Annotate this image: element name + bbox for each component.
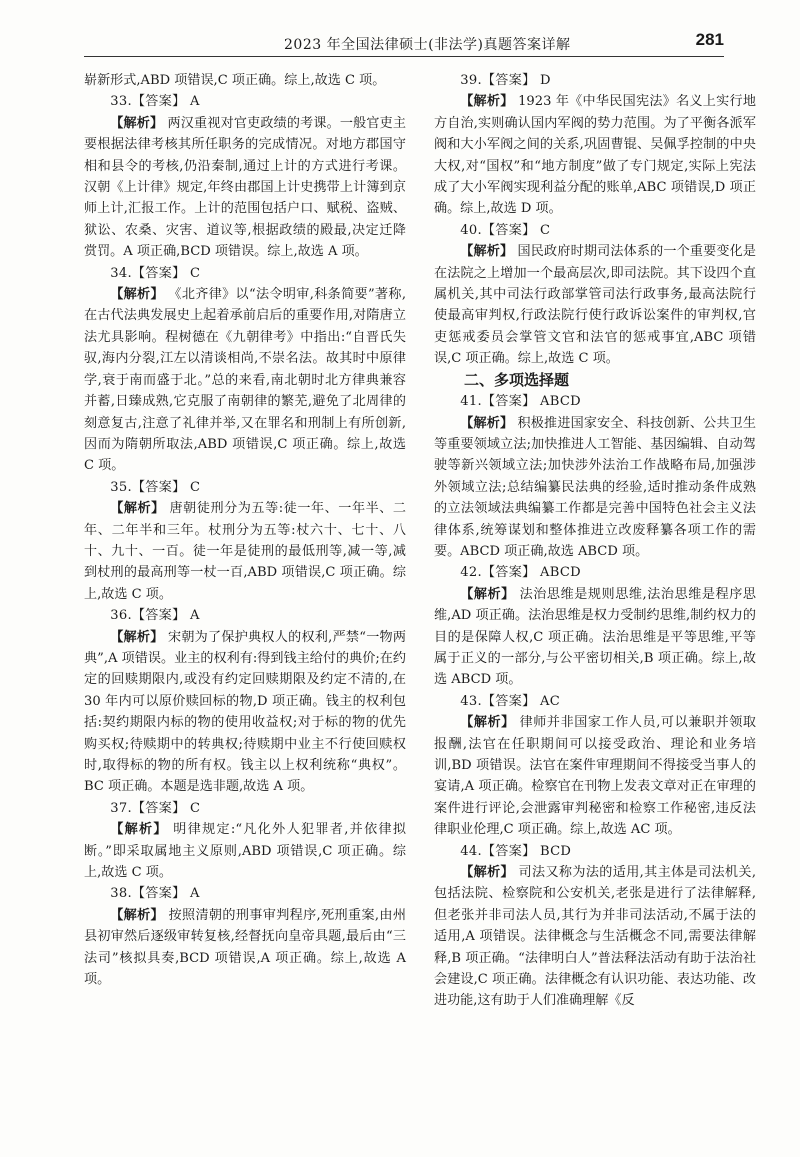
analysis-text: 司法又称为法的适用,其主体是司法机关,包括法院、检察院和公安机关,老张是进行了法律解释,但老张并非司法人员,其行为并非司法活动,不属于法的适用,A 项错误。法律概念与生活概念不同,需要法律解释,B 项正确。“法律明白人”普法释法活动有助于法治社会建设,C 项正确。法律概念有认识功能、表达功能、改进功能,这有助于人们准确理解《反 xyxy=(434,865,756,1009)
analysis-text: 唐朝徒刑分为五等:徒一年、一年半、二年、二年半和三年。杖刑分为五等:杖六十、七十、八十、九十、一百。徒一年是徒刑的最低刑等,减一等,减到杖刑的最高刑等一杖一百,ABD 项错误,C 项正确。综上,故选 C 项。 xyxy=(84,501,406,602)
answer-39: 39.【答案】 D xyxy=(460,73,551,88)
analysis-tag: 【解析】 xyxy=(460,865,515,881)
analysis-36 xyxy=(84,627,406,798)
page-number: 281 xyxy=(695,30,724,49)
analysis-41 xyxy=(434,413,756,563)
analysis-33 xyxy=(84,113,406,263)
answer-34: 34.【答案】 C xyxy=(110,265,201,281)
analysis-40 xyxy=(434,241,756,369)
analysis-text: 按照清朝的刑事审判程序,死刑重案,由州县初审然后逐级审转复核,经督抚向皇帝具题,最后由“三法司”核拟具奏,BCD 项错误,A 项正确。综上,故选 A 项。 xyxy=(84,907,406,988)
answer-40: 40.【答案】 C xyxy=(460,222,551,238)
analysis-44 xyxy=(434,862,756,1012)
analysis-37 xyxy=(84,819,406,883)
analysis-43 xyxy=(434,712,756,840)
analysis-39 xyxy=(434,91,756,219)
analysis-tag: 【解析】 xyxy=(460,244,514,260)
analysis-text: 1923 年《中华民国宪法》名义上实行地方自治,实则确认国内军阀的势力范围。为了平衡各派军阀和大小军阀之间的关系,巩固曹锟、吴佩孚控制的中央大权,对“国权”和“地方制度”做了专门规定,实际上宪法成了大小军阀实现利益分配的账单,ABC 项错误,D 项正确。综上,故选 D 项。 xyxy=(434,94,756,217)
analysis-tag: 【解析】 xyxy=(110,822,168,838)
analysis-38 xyxy=(84,905,406,991)
answer-33: 33.【答案】 A xyxy=(110,94,200,110)
answer-37: 37.【答案】 C xyxy=(110,800,201,816)
answer-35: 35.【答案】 C xyxy=(110,479,201,495)
analysis-tag: 【解析】 xyxy=(110,115,164,131)
answer-36: 36.【答案】 A xyxy=(110,608,200,624)
header-rule xyxy=(84,56,724,57)
answer-42: 42.【答案】 ABCD xyxy=(460,565,581,581)
section-heading: 二、多项选择题 xyxy=(464,371,570,389)
analysis-35 xyxy=(84,498,406,605)
answer-44: 44.【答案】 BCD xyxy=(460,843,572,859)
analysis-text: 国民政府时期司法体系的一个重要变化是在法院之上增加一个最高层次,即司法院。其下设四个直属机关,其中司法行政部掌管司法行政事务,最高法院行使最高审判权,行政法院行使行政诉讼案件的审判权,官吏惩戒委员会掌管文官和法官的惩戒事宜,ABC 项错误,C 项正确。综上,故选 C 项。 xyxy=(434,244,756,367)
analysis-tag: 【解析】 xyxy=(110,907,165,923)
analysis-tag: 【解析】 xyxy=(460,94,514,110)
analysis-text: 明律规定:“凡化外人犯罪者,并依律拟断。”即采取属地主义原则,ABD 项错误,C 项正确。综上,故选 C 项。 xyxy=(84,822,407,881)
analysis-tag: 【解析】 xyxy=(460,586,515,602)
running-title: 2023 年全国法律硕士(非法学)真题答案详解 xyxy=(284,37,571,53)
answer-41: 41.【答案】 ABCD xyxy=(460,394,581,410)
analysis-text: 法治思维是规则思维,法治思维是程序思维,AD 项正确。法治思维是权力受制约思维,制约权力的目的是保障人权,C 项正确。法治思维是平等思维,平等属于正义的一部分,与公平密切相关,B 项正确。综上,故选 ABCD 项。 xyxy=(434,586,757,688)
carry-over-text: 崭新形式,ABD 项错误,C 项正确。综上,故选 C 项。 xyxy=(84,73,386,88)
analysis-text: 宋朝为了保护典权人的权利,严禁“一物两典”,A 项错误。业主的权利有:得到钱主给付的典价;在约定的回赎期限内,或没有约定回赎期限及约定不清的,在 30 年内可以原价赎回标的物,D 项正确。钱主的权利包括:契约期限内标的物的使用收益权;对于标的物的优先购买权;待赎期中的转典权;待赎期中业主不行使回赎权时,取得标的物的所有权。钱主以上权利统称“典权”。BC 项正确。本题是选非题,故选 A 项。 xyxy=(84,629,406,795)
analysis-34 xyxy=(84,284,406,477)
analysis-tag: 【解析】 xyxy=(460,415,514,431)
right-column xyxy=(434,70,756,1012)
analysis-text: 《北齐律》以“法令明审,科条简要”著称,在古代法典发展史上起着承前启后的重要作用,对隋唐立法尤具影响。程树德在《九朝律考》中指出:“自晋氏失驭,海内分裂,江左以清谈相尚,不崇名法。故其时中原律学,衰于南而盛于北。”总的来看,南北朝时北方律典兼容并蓄,日臻成熟,它克服了南朝律的繁芜,避免了北周律的刻意复古,注意了礼律并举,又在罪名和刑制上有所创新,因而为隋朝所取法,ABD 项错误,C 项正确。综上,故选 C 项。 xyxy=(84,287,406,474)
analysis-tag: 【解析】 xyxy=(110,629,164,645)
analysis-42 xyxy=(434,584,756,691)
left-column xyxy=(84,70,406,990)
analysis-tag: 【解析】 xyxy=(110,501,165,517)
analysis-text: 律师并非国家工作人员,可以兼职并领取报酬,法官在任职期间可以接受政治、理论和业务培训,BD 项错误。法官在案件审理期间不得接受当事人的宴请,A 项正确。检察官在刊物上发表文章对正在审理的案件进行评论,会泄露审判秘密和检察工作秘密,违反法律职业伦理,C 项正确。综上,故选 AC 项。 xyxy=(434,715,757,838)
analysis-text: 积极推进国家安全、科技创新、公共卫生等重要领域立法;加快推进人工智能、基因编辑、自动驾驶等新兴领域立法;加快涉外法治工作战略布局,加强涉外领域立法;总结编纂民法典的经验,适时推动条件成熟的立法领域法典编纂工作都是完善中国特色社会主义法律体系,统筹谋划和整体推进立改废释纂各项工作的需要。ABCD 项正确,故选 ABCD 项。 xyxy=(434,415,756,559)
page-header xyxy=(84,0,724,64)
analysis-tag: 【解析】 xyxy=(460,715,515,731)
analysis-text: 两汉重视对官吏政绩的考课。一般官吏主要根据法律考核其所任职务的完成情况。对地方郡国守相和县令的考核,仍沿秦制,通过上计的方式进行考课。汉朝《上计律》规定,年终由郡国上计史携带上计簿到京师上计,汇报工作。上计的范围包括户口、赋税、盗贼、狱讼、农桑、灾害、道议等,根据政绩的殿最,决定迁降赏罚。A 项正确,BCD 项错误。综上,故选 A 项。 xyxy=(84,115,406,260)
answer-38: 38.【答案】 A xyxy=(110,886,200,902)
answer-43: 43.【答案】 AC xyxy=(460,693,561,709)
analysis-tag: 【解析】 xyxy=(110,287,164,303)
